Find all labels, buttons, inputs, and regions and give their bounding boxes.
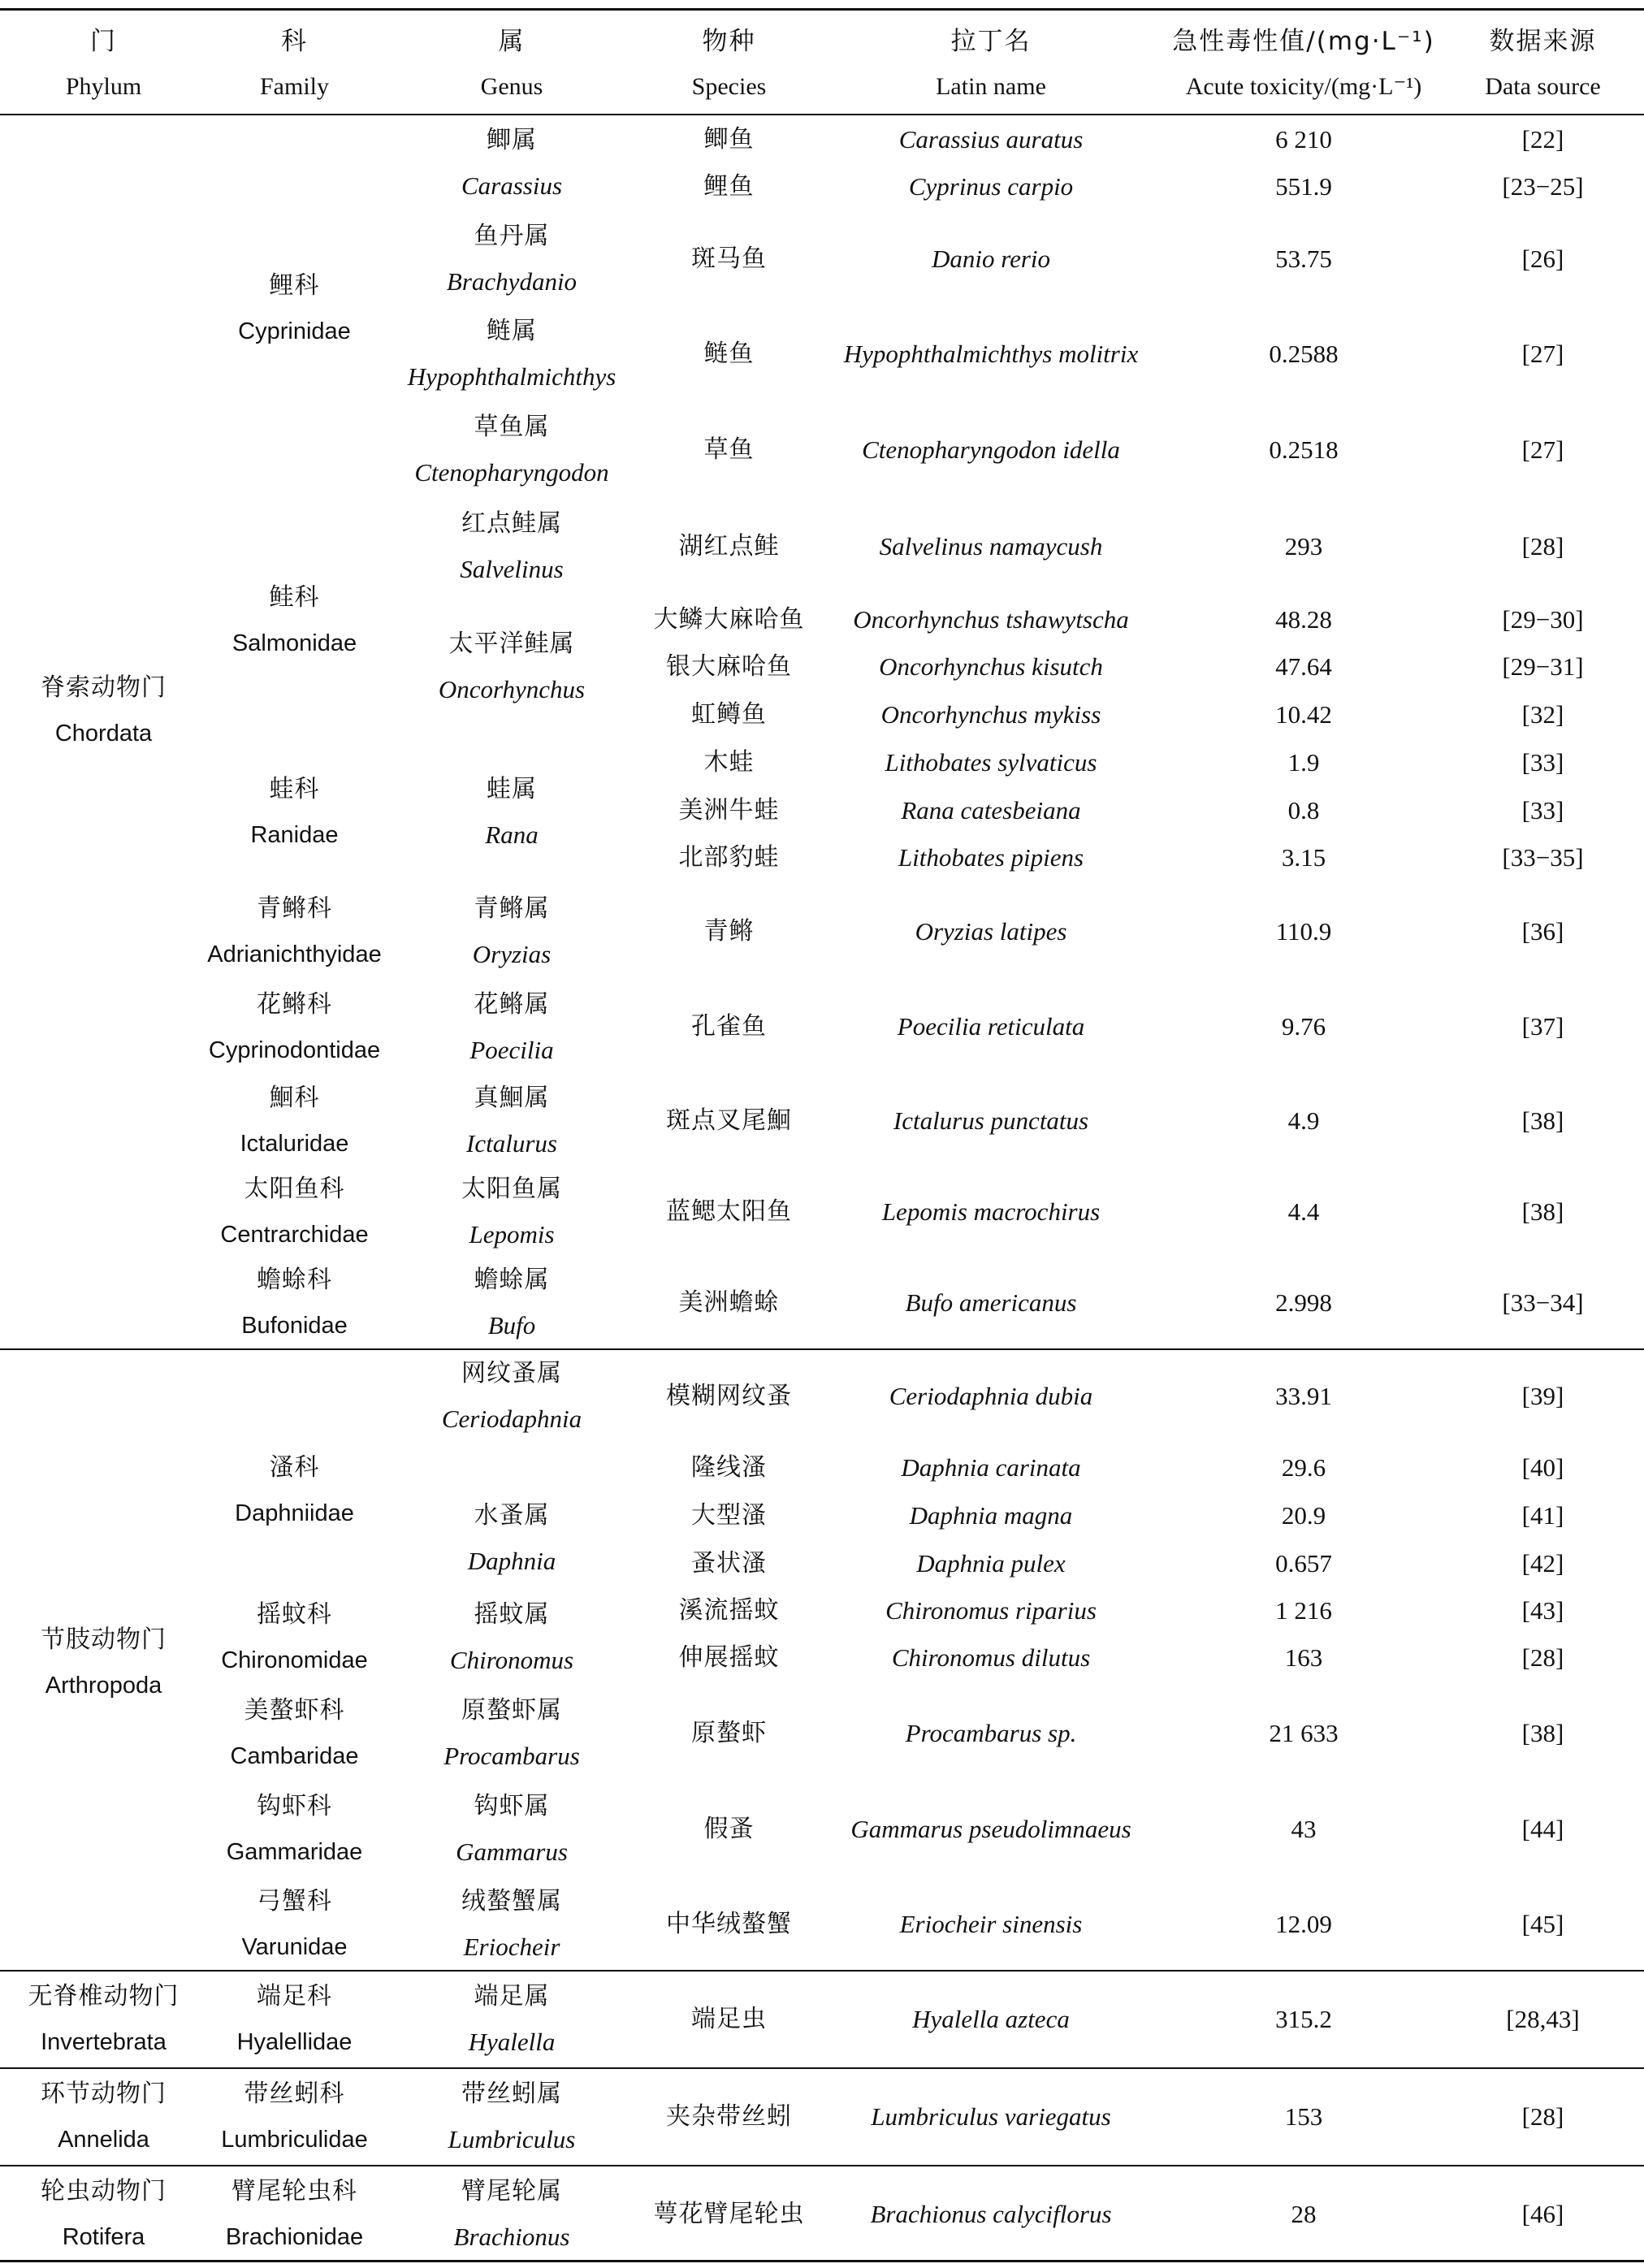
genus-lepomis: 太阳鱼属 Lepomis [461,1175,562,1249]
family-bufonidae: 蟾蜍科 Bufonidae [241,1266,348,1339]
latin-name: Brachionus calyciflorus [870,2200,1112,2228]
species-name: 溪流摇蚊 [678,1596,780,1625]
species-name: 鲤鱼 [703,172,755,201]
data-source: [23−25] [1502,172,1584,201]
latin-name: Poecilia reticulata [897,1012,1085,1041]
toxicity-value: 110.9 [1275,917,1332,946]
data-source: [32] [1521,700,1564,729]
toxicity-value: 47.64 [1275,652,1332,681]
latin-name: Bufo americanus [905,1288,1077,1317]
family-brachionidae: 臂尾轮虫科 Brachionidae [225,2177,364,2250]
data-source: [45] [1521,1910,1564,1938]
genus-oryzias: 青鳉属 Oryzias [472,894,552,968]
toxicity-value: 1 216 [1275,1596,1332,1625]
latin-name: Daphnia carinata [901,1453,1081,1482]
toxicity-value: 1.9 [1287,748,1320,777]
genus-carassius: 鲫属 Carassius [461,126,563,200]
toxicity-value: 163 [1284,1643,1323,1672]
species-name: 中华绒螯蟹 [666,1910,792,1938]
genus-procambarus: 原螯虾属 Procambarus [443,1696,580,1770]
species-name: 木蛙 [703,748,755,777]
family-gammaridae: 钩虾科 Gammaridae [226,1792,363,1865]
latin-name: Eriocheir sinensis [899,1910,1083,1938]
latin-name: Lepomis macrochirus [881,1197,1101,1226]
species-name: 萼花臂尾轮虫 [653,2200,805,2228]
data-source: [28] [1521,1643,1564,1672]
species-name: 端足虫 [691,2005,767,2033]
species-name: 伸展摇蚊 [678,1643,780,1672]
latin-name: Lumbriculus variegatus [871,2102,1111,2131]
latin-name: Salvelinus namaycush [879,532,1103,561]
species-name: 蚤状溞 [691,1549,767,1578]
group-rule-rotifera [0,2165,1644,2166]
header-toxicity: 急性毒性值/(mg·L⁻¹) Acute toxicity/(mg·L⁻¹) [1172,27,1435,100]
toxicity-value: 10.42 [1275,700,1332,729]
data-source: [39] [1521,1382,1564,1410]
toxicity-value: 48.28 [1275,605,1332,634]
latin-name: Ictalurus punctatus [893,1106,1089,1135]
species-name: 大型溞 [691,1501,767,1530]
genus-salvelinus: 红点鲑属 Salvelinus [460,509,564,583]
group-rule-arthropoda [0,1348,1644,1350]
species-name: 隆线溞 [691,1453,767,1482]
latin-name: Gammarus pseudolimnaeus [850,1815,1131,1843]
genus-lumbriculus: 带丝蚓属 Lumbriculus [448,2080,576,2153]
species-name: 大鳞大麻哈鱼 [653,605,805,634]
data-source: [43] [1521,1596,1564,1625]
toxicity-value: 4.4 [1287,1197,1320,1226]
latin-name: Oryzias latipes [915,917,1067,946]
latin-name: Chironomus dilutus [891,1643,1091,1672]
family-chironomidae: 摇蚊科 Chironomidae [221,1600,368,1673]
genus-eriocheir: 绒螯蟹属 Eriocheir [461,1887,562,1961]
data-source: [26] [1521,245,1564,273]
top-rule [0,8,1644,11]
toxicity-value: 9.76 [1281,1012,1326,1041]
family-varunidae: 弓蟹科 Varunidae [241,1887,348,1960]
toxicity-value: 0.8 [1287,796,1320,825]
toxicity-value: 12.09 [1275,1910,1332,1938]
species-name: 虹鳟鱼 [691,700,767,729]
data-source: [29−30] [1502,605,1584,634]
species-name: 蓝鳃太阳鱼 [666,1197,792,1226]
genus-ceriodaphnia: 网纹蚤属 Ceriodaphnia [441,1359,582,1433]
species-name: 假蚤 [703,1815,755,1843]
family-centrarchidae: 太阳鱼科 Centrarchidae [220,1175,369,1248]
genus-poecilia: 花鳉属 Poecilia [469,990,554,1064]
family-ictaluridae: 鮰科 Ictaluridae [240,1084,349,1157]
toxicity-value: 2.998 [1275,1288,1332,1317]
data-source: [22] [1521,125,1564,154]
data-source: [38] [1521,1719,1564,1747]
family-daphniidae: 溞科 Daphniidae [235,1453,354,1526]
data-source: [42] [1521,1549,1564,1578]
toxicity-value: 3.15 [1281,843,1326,872]
family-adrianichthyidae: 青鳉科 Adrianichthyidae [207,894,382,967]
toxicity-value: 0.2518 [1269,435,1339,464]
genus-rana: 蛙属 Rana [485,775,539,849]
data-source: [33] [1521,796,1564,825]
species-name: 鲢鱼 [703,340,755,368]
data-source: [33] [1521,748,1564,777]
header-species: 物种 Species [691,27,767,100]
species-name: 北部豹蛙 [678,843,780,872]
species-name: 草鱼 [703,435,755,464]
toxicity-value: 0.657 [1275,1549,1332,1578]
data-source: [27] [1521,340,1564,368]
data-source: [40] [1521,1453,1564,1482]
species-name: 斑马鱼 [691,245,767,273]
bottom-rule [0,2260,1644,2262]
data-source: [28,43] [1506,2005,1580,2033]
family-salmonidae: 鲑科 Salmonidae [231,583,357,656]
species-name: 模糊网纹蚤 [666,1382,792,1410]
data-source: [46] [1521,2200,1564,2228]
latin-name: Oncorhynchus mykiss [880,700,1101,729]
toxicity-value: 33.91 [1275,1382,1332,1410]
data-source: [27] [1521,435,1564,464]
species-name: 美洲牛蛙 [678,796,780,825]
genus-ictalurus: 真鮰属 Ictalurus [466,1084,557,1158]
data-source: [37] [1521,1012,1564,1041]
genus-ctenopharyngodon: 草鱼属 Ctenopharyngodon [414,413,609,487]
phylum-rotifera: 轮虫动物门 Rotifera [41,2177,167,2250]
toxicity-value: 20.9 [1281,1501,1326,1530]
header-latin: 拉丁名 Latin name [936,27,1046,100]
species-name: 美洲蟾蜍 [678,1288,780,1317]
genus-brachionus: 臂尾轮属 Brachionus [453,2177,570,2251]
data-source: [44] [1521,1815,1564,1843]
data-source: [33−35] [1502,843,1584,872]
genus-bufo: 蟾蜍属 Bufo [474,1266,550,1340]
data-source: [29−31] [1502,652,1584,681]
latin-name: Daphnia pulex [916,1549,1066,1578]
latin-name: Hyalella azteca [912,2005,1070,2033]
species-name: 青鳉 [703,917,755,946]
latin-name: Hypophthalmichthys molitrix [843,340,1139,368]
genus-hypophthalmichthys: 鲢属 Hypophthalmichthys [407,317,616,391]
family-cyprinidae: 鲤科 Cyprinidae [238,271,351,344]
family-cambaridae: 美螯虾科 Cambaridae [230,1696,359,1769]
species-name: 鲫鱼 [703,125,755,154]
latin-name: Carassius auratus [898,125,1084,154]
data-source: [28] [1521,532,1564,561]
header-source: 数据来源 Data source [1485,27,1601,100]
latin-name: Ceriodaphnia dubia [889,1382,1093,1410]
latin-name: Chironomus riparius [885,1596,1097,1625]
phylum-invertebrata: 无脊椎动物门 Invertebrata [28,1982,180,2055]
data-source: [41] [1521,1501,1564,1530]
latin-name: Oncorhynchus tshawytscha [853,605,1129,634]
species-name: 孔雀鱼 [691,1012,767,1041]
data-source: [33−34] [1502,1288,1584,1317]
toxicity-value: 293 [1284,532,1323,561]
latin-name: Oncorhynchus kisutch [879,652,1103,681]
toxicity-value: 0.2588 [1269,340,1339,368]
latin-name: Ctenopharyngodon idella [862,435,1120,464]
toxicity-value: 53.75 [1275,245,1332,273]
toxicity-value: 29.6 [1281,1453,1326,1482]
header-phylum: 门 Phylum [65,27,142,100]
species-name: 湖红点鲑 [678,532,780,561]
toxicity-value: 551.9 [1275,172,1332,201]
phylum-chordata: 脊索动物门 Chordata [41,673,167,747]
toxicity-value: 28 [1291,2200,1317,2228]
latin-name: Lithobates sylvaticus [885,748,1097,777]
family-hyalellidae: 端足科 Hyalellidae [236,1982,353,2055]
header-rule [0,114,1644,115]
phylum-annelida: 环节动物门 Annelida [41,2080,167,2153]
genus-chironomus: 摇蚊属 Chironomus [449,1600,574,1674]
latin-name: Cyprinus carpio [908,172,1074,201]
data-source: [38] [1521,1106,1564,1135]
toxicity-value: 153 [1284,2102,1323,2131]
toxicity-value: 43 [1291,1815,1317,1843]
latin-name: Danio rerio [931,245,1051,273]
latin-name: Procambarus sp. [905,1719,1077,1747]
data-source: [38] [1521,1197,1564,1226]
genus-oncorhynchus: 太平洋鲑属 Oncorhynchus [438,630,586,703]
toxicity-value: 21 633 [1269,1719,1339,1747]
toxicity-value: 6 210 [1275,125,1332,154]
header-genus: 属 Genus [480,27,543,100]
phylum-arthropoda: 节肢动物门 Arthropoda [41,1625,167,1699]
genus-daphnia: 水蚤属 Daphnia [467,1501,556,1575]
group-rule-annelida [0,2067,1644,2069]
latin-name: Lithobates pipiens [898,843,1084,872]
toxicity-value: 4.9 [1287,1106,1320,1135]
genus-gammarus: 钩虾属 Gammarus [456,1792,568,1866]
data-source: [36] [1521,917,1564,946]
family-ranidae: 蛙科 Ranidae [250,775,339,848]
header-family: 科 Family [259,27,329,100]
species-name: 斑点叉尾鮰 [666,1106,792,1135]
latin-name: Daphnia magna [909,1501,1073,1530]
data-source: [28] [1521,2102,1564,2131]
genus-hyalella: 端足属 Hyalella [468,1982,556,2056]
genus-brachydanio: 鱼丹属 Brachydanio [446,222,578,296]
species-name: 夹杂带丝蚓 [666,2102,792,2131]
species-name: 银大麻哈鱼 [666,652,792,681]
species-name: 原螯虾 [691,1719,767,1747]
latin-name: Rana catesbeiana [901,796,1081,825]
toxicity-value: 315.2 [1275,2005,1332,2033]
group-rule-invertebrata [0,1970,1644,1972]
family-cyprinodontidae: 花鳉科 Cyprinodontidae [208,990,381,1063]
family-lumbriculidae: 带丝蚓科 Lumbriculidae [221,2080,368,2153]
